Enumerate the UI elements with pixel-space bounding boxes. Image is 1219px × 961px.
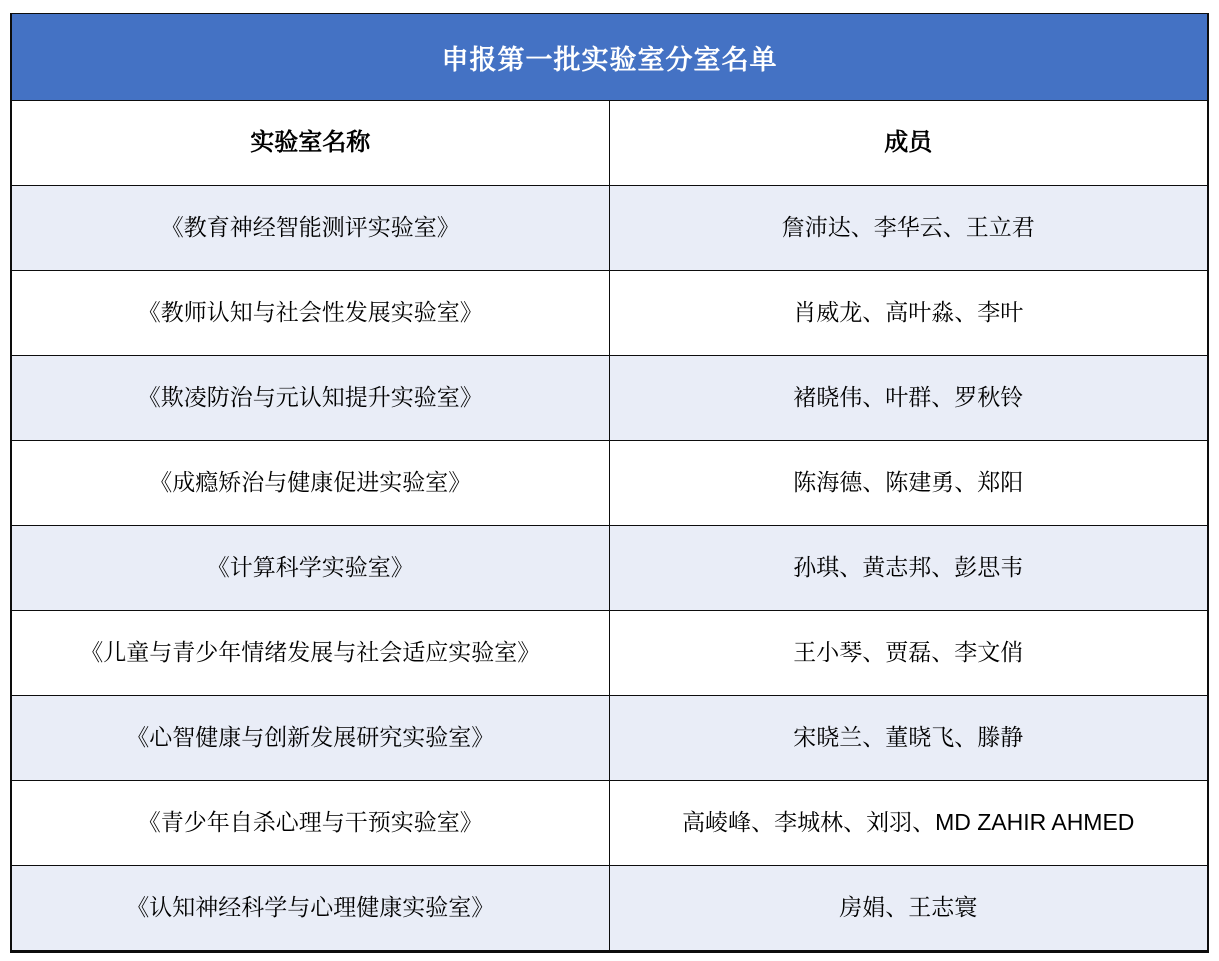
column-header-lab: 实验室名称 (12, 101, 610, 185)
lab-name-cell: 《教育神经智能测评实验室》 (12, 186, 610, 270)
table-row (12, 355, 1207, 440)
table-row (12, 525, 1207, 610)
lab-name-cell: 《计算科学实验室》 (12, 526, 610, 610)
members-cell: 宋晓兰、董晓飞、滕静 (610, 696, 1208, 780)
table-row (12, 440, 1207, 525)
table-row (12, 695, 1207, 780)
lab-name-cell: 《教师认知与社会性发展实验室》 (12, 271, 610, 355)
table-title: 申报第一批实验室分室名单 (441, 44, 778, 75)
table-row (12, 610, 1207, 695)
members-cell: 房娟、王志寰 (610, 866, 1208, 950)
members-cell: 孙琪、黄志邦、彭思韦 (610, 526, 1208, 610)
lab-name-cell: 《成瘾矫治与健康促进实验室》 (12, 441, 610, 525)
table-row (12, 865, 1207, 950)
column-header-row (12, 100, 1207, 185)
lab-name-cell: 《心智健康与创新发展研究实验室》 (12, 696, 610, 780)
lab-name-cell: 《儿童与青少年情绪发展与社会适应实验室》 (12, 611, 610, 695)
lab-name-cell: 《青少年自杀心理与干预实验室》 (12, 781, 610, 865)
members-cell: 高崚峰、李城林、刘羽、MD ZAHIR AHMED (610, 781, 1208, 865)
table-row (12, 270, 1207, 355)
members-cell: 褚晓伟、叶群、罗秋铃 (610, 356, 1208, 440)
lab-name-cell: 《认知神经科学与心理健康实验室》 (12, 866, 610, 950)
table-row (12, 780, 1207, 865)
table-title-band (12, 14, 1207, 100)
lab-assignment-table (10, 13, 1209, 953)
members-cell: 王小琴、贾磊、李文俏 (610, 611, 1208, 695)
table-row (12, 185, 1207, 270)
members-cell: 肖威龙、高叶淼、李叶 (610, 271, 1208, 355)
column-header-members: 成员 (610, 101, 1208, 185)
members-cell: 詹沛达、李华云、王立君 (610, 186, 1208, 270)
members-cell: 陈海德、陈建勇、郑阳 (610, 441, 1208, 525)
lab-name-cell: 《欺凌防治与元认知提升实验室》 (12, 356, 610, 440)
